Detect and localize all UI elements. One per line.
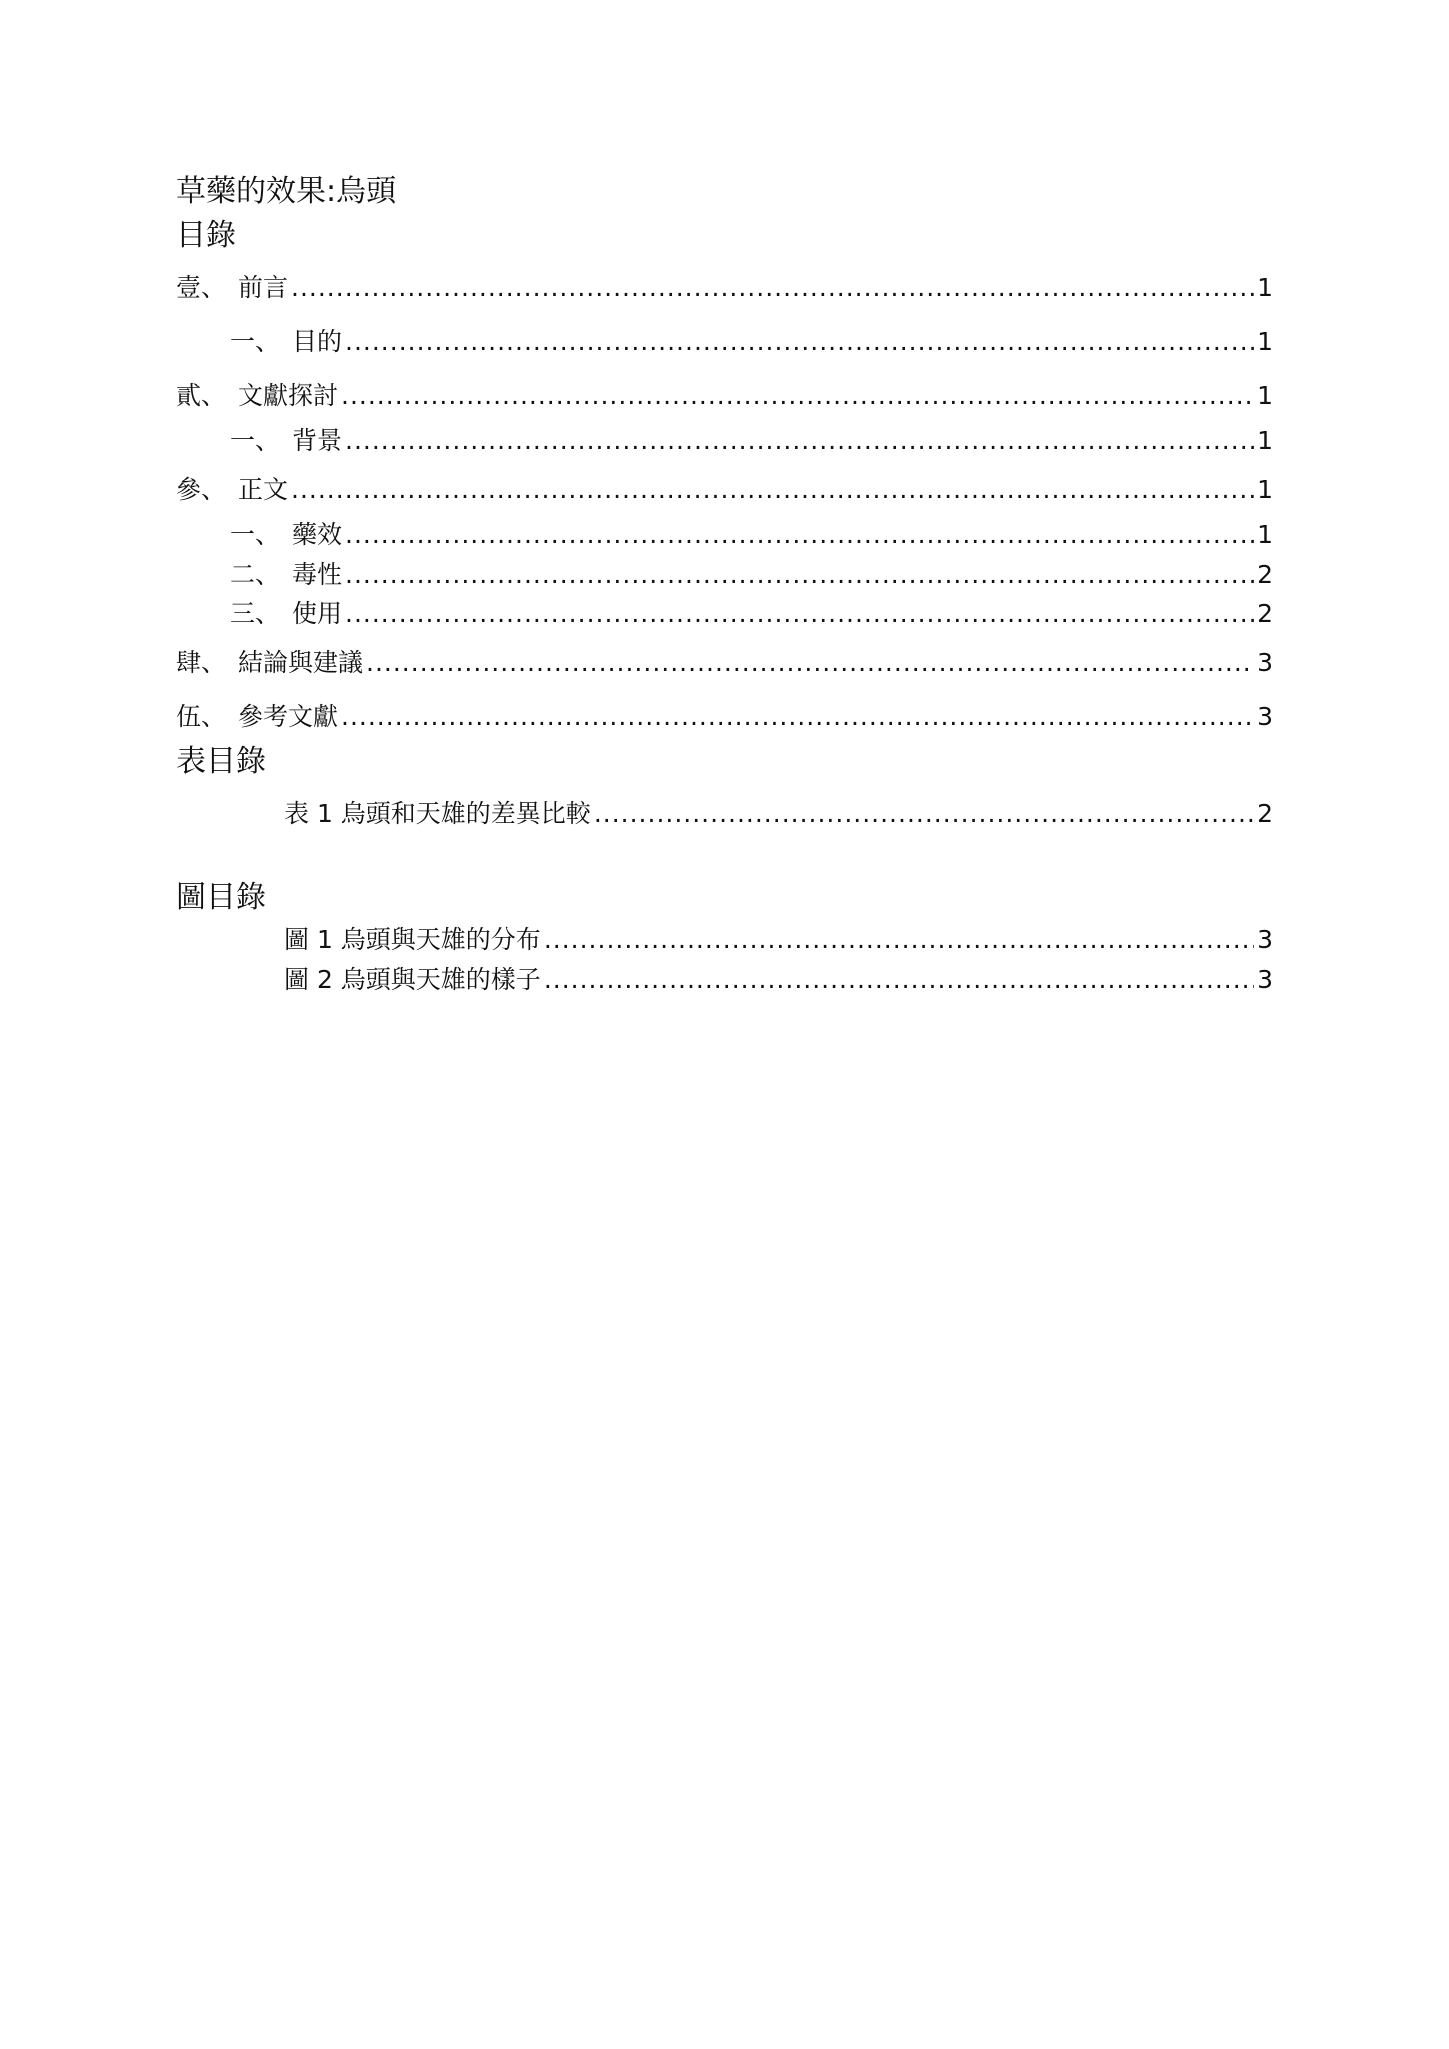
toc-entry-number: 貳、 xyxy=(176,381,227,410)
toc-entry[interactable] xyxy=(176,701,1273,733)
figure-list-entry-label: 圖 1 烏頭與天雄的分布 xyxy=(284,925,541,954)
toc-entry-number: 參、 xyxy=(176,475,227,504)
table-list-entry-label: 表 1 烏頭和天雄的差異比較 xyxy=(284,799,591,828)
toc-entry-page: 3 xyxy=(1257,702,1273,731)
dot-leader xyxy=(345,598,1254,630)
toc-entry-page: 3 xyxy=(1257,648,1273,677)
toc-entry-number: 伍、 xyxy=(176,702,227,731)
toc-entry-page: 2 xyxy=(1257,599,1273,628)
figure-list-heading: 圖目錄 xyxy=(176,880,266,915)
toc-entry-label: 目的 xyxy=(292,327,343,356)
toc-entry-page: 1 xyxy=(1257,381,1273,410)
toc-entry[interactable] xyxy=(176,474,1273,506)
toc-entry[interactable] xyxy=(230,326,1273,358)
toc-entry-number: 一、 xyxy=(230,426,281,455)
dot-leader xyxy=(291,272,1254,304)
toc-entry-page: 1 xyxy=(1257,520,1273,549)
dot-leader xyxy=(345,425,1254,457)
toc-entry-page: 1 xyxy=(1257,327,1273,356)
toc-entry-page: 2 xyxy=(1257,560,1273,589)
toc-entry-number: 二、 xyxy=(230,560,281,589)
dot-leader xyxy=(544,924,1254,956)
figure-list-entry-label: 圖 2 烏頭與天雄的樣子 xyxy=(284,965,541,994)
document-title: 草藥的效果:烏頭 xyxy=(176,174,397,209)
toc-entry-label: 使用 xyxy=(292,599,343,628)
table-list-entry-page: 2 xyxy=(1257,799,1273,828)
figure-list-entry[interactable] xyxy=(284,924,1273,956)
dot-leader xyxy=(345,326,1254,358)
figure-list-entry[interactable] xyxy=(284,964,1273,996)
table-list-entry[interactable] xyxy=(284,798,1273,830)
toc-entry-page: 1 xyxy=(1257,273,1273,302)
dot-leader xyxy=(345,519,1254,551)
toc-entry-number: 壹、 xyxy=(176,273,227,302)
toc-entry-number: 三、 xyxy=(230,599,281,628)
dot-leader xyxy=(366,647,1254,679)
toc-entry[interactable] xyxy=(176,380,1273,412)
toc-entry-number: 肆、 xyxy=(176,648,227,677)
figure-list-entry-page: 3 xyxy=(1257,965,1273,994)
toc-heading: 目錄 xyxy=(176,218,236,253)
toc-entry-label: 正文 xyxy=(238,475,289,504)
dot-leader xyxy=(341,701,1254,733)
toc-entry[interactable] xyxy=(230,559,1273,591)
toc-entry-label: 背景 xyxy=(292,426,343,455)
toc-entry[interactable] xyxy=(230,425,1273,457)
toc-entry-label: 參考文獻 xyxy=(238,702,339,731)
toc-entry[interactable] xyxy=(176,647,1273,679)
dot-leader xyxy=(594,798,1254,830)
toc-entry-page: 1 xyxy=(1257,426,1273,455)
toc-entry[interactable] xyxy=(230,519,1273,551)
toc-entry[interactable] xyxy=(176,272,1273,304)
dot-leader xyxy=(345,559,1254,591)
toc-entry-page: 1 xyxy=(1257,475,1273,504)
toc-entry-label: 文獻探討 xyxy=(238,381,339,410)
dot-leader xyxy=(544,964,1254,996)
toc-entry-number: 一、 xyxy=(230,327,281,356)
toc-entry-label: 前言 xyxy=(238,273,289,302)
dot-leader xyxy=(341,380,1254,412)
toc-entry-label: 結論與建議 xyxy=(238,648,364,677)
dot-leader xyxy=(291,474,1254,506)
toc-entry-label: 藥效 xyxy=(292,520,343,549)
toc-entry-label: 毒性 xyxy=(292,560,343,589)
figure-list-entry-page: 3 xyxy=(1257,925,1273,954)
toc-entry[interactable] xyxy=(230,598,1273,630)
toc-entry-number: 一、 xyxy=(230,520,281,549)
table-list-heading: 表目錄 xyxy=(176,744,266,779)
